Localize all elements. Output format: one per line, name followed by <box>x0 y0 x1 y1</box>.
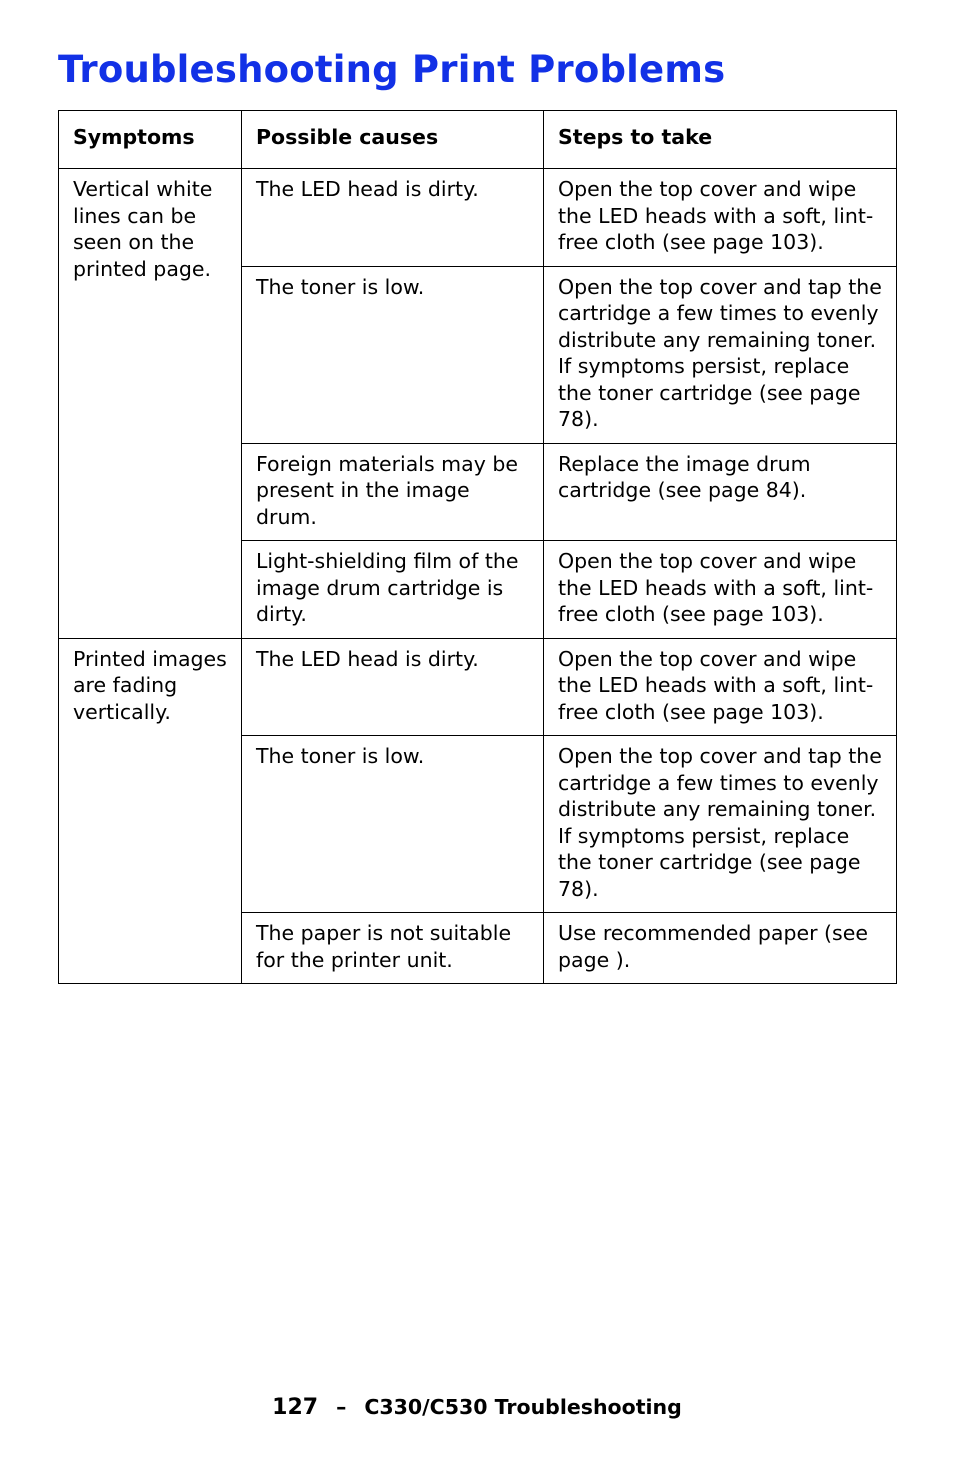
header-steps-to-take: Steps to take <box>544 111 897 169</box>
footer-separator: – <box>336 1395 347 1419</box>
cause-cell: The LED head is dirty. <box>242 169 544 267</box>
step-cell: Open the top cover and tap the cartridge a few times to evenly distribute any remaining toner. If symptoms persist, replace the toner cartridge (see page 78). <box>544 266 897 443</box>
cause-cell: The LED head is dirty. <box>242 638 544 736</box>
cause-cell: Light-shielding film of the image drum cartridge is dirty. <box>242 541 544 639</box>
troubleshooting-table <box>58 110 897 984</box>
header-possible-causes: Possible causes <box>242 111 544 169</box>
table-body <box>59 169 897 984</box>
step-cell: Open the top cover and wipe the LED heads with a soft, lint-free cloth (see page 103). <box>544 638 897 736</box>
cause-cell: The toner is low. <box>242 736 544 913</box>
table-header-row <box>59 111 897 169</box>
symptom-cell: Vertical white lines can be seen on the printed page. <box>59 169 242 639</box>
header-symptoms: Symptoms <box>59 111 242 169</box>
symptom-cell: Printed images are fading vertically. <box>59 638 242 984</box>
page-title: Troubleshooting Print Problems <box>58 48 726 91</box>
step-cell: Open the top cover and wipe the LED heads with a soft, lint-free cloth (see page 103). <box>544 541 897 639</box>
cause-cell: The toner is low. <box>242 266 544 443</box>
page-footer <box>0 1392 954 1423</box>
step-cell: Open the top cover and wipe the LED heads with a soft, lint-free cloth (see page 103). <box>544 169 897 267</box>
cause-cell: Foreign materials may be present in the image drum. <box>242 443 544 541</box>
table-row <box>59 638 897 736</box>
cause-cell: The paper is not suitable for the printer unit. <box>242 913 544 984</box>
step-cell: Open the top cover and tap the cartridge a few times to evenly distribute any remaining toner. If symptoms persist, replace the toner cartridge (see page 78). <box>544 736 897 913</box>
footer-section-title: C330/C530 Troubleshooting <box>364 1395 682 1419</box>
step-cell: Use recommended paper (see page ). <box>544 913 897 984</box>
table-row <box>59 169 897 267</box>
step-cell: Replace the image drum cartridge (see page 84). <box>544 443 897 541</box>
page-number: 127 <box>272 1395 319 1420</box>
